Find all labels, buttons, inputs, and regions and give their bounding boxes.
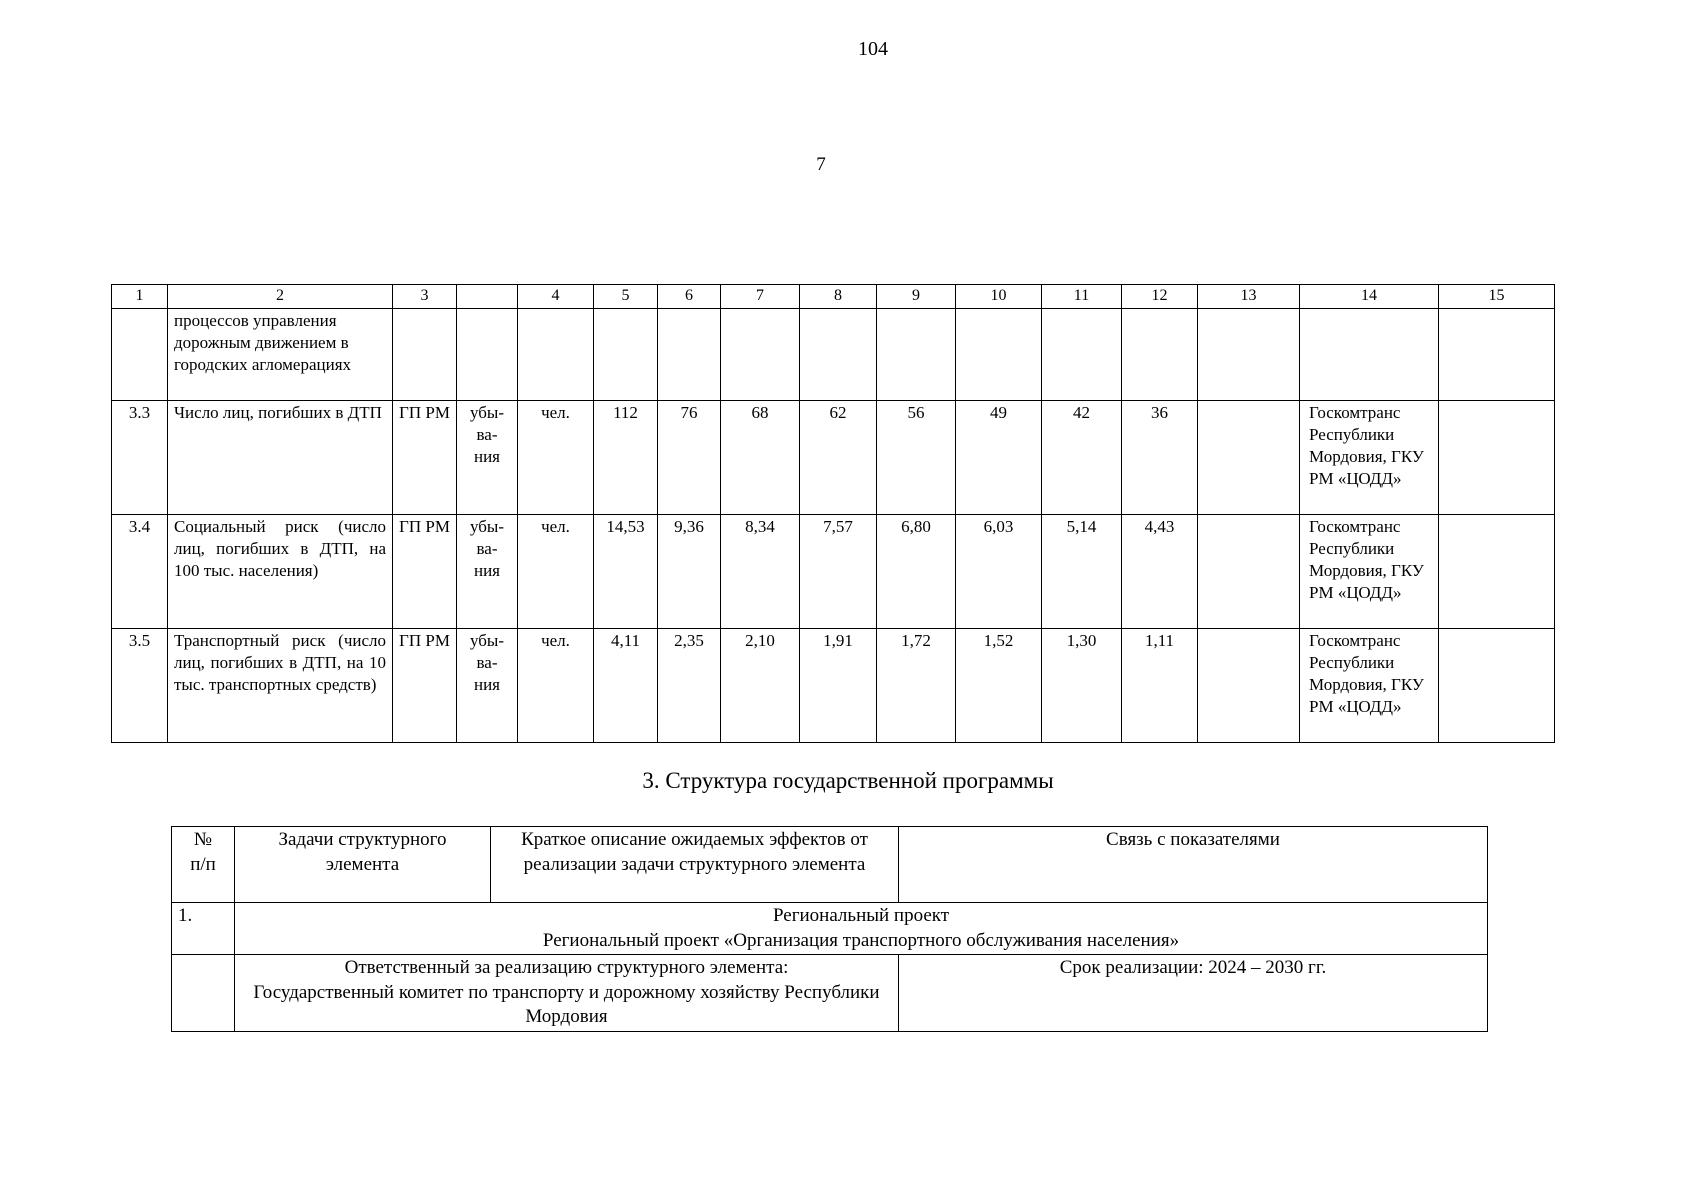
- responsible-cell: Госкомтранс Республики Мордовия, ГКУ РМ «ЦОДД»: [1300, 401, 1439, 515]
- empty-cell: [1198, 515, 1300, 629]
- indicator-level: ГП РМ: [393, 515, 457, 629]
- column-number: 14: [1300, 285, 1439, 309]
- column-number: 8: [800, 285, 877, 309]
- value-cell: 68: [721, 401, 800, 515]
- row-number: 1.: [172, 903, 235, 955]
- value-cell: 1,52: [956, 629, 1042, 743]
- value-cell: 1,72: [877, 629, 956, 743]
- column-number: 9: [877, 285, 956, 309]
- header-link: Связь с показателями: [899, 827, 1488, 903]
- table-row: [112, 515, 1555, 629]
- value-cell: 1,11: [1122, 629, 1198, 743]
- structure-responsible-row: [172, 955, 1488, 1032]
- column-number: 1: [112, 285, 168, 309]
- value-cell: 2,35: [658, 629, 721, 743]
- column-number: 6: [658, 285, 721, 309]
- indicator-name: Социальный риск (число лиц, погибших в ДТП, на 100 тыс. населения): [168, 515, 393, 629]
- column-number: 13: [1198, 285, 1300, 309]
- value-cell: 14,53: [594, 515, 658, 629]
- column-number: 4: [518, 285, 594, 309]
- row-number: 3.3: [112, 401, 168, 515]
- indicator-trend: убы- ва- ния: [457, 401, 518, 515]
- value-cell: 56: [877, 401, 956, 515]
- value-cell: 7,57: [800, 515, 877, 629]
- project-cell: [235, 903, 1488, 955]
- project-type: Региональный проект: [772, 905, 950, 926]
- indicator-name: Транспортный риск (число лиц, погибших в ДТП, на 10 тыс. транспортных средств): [168, 629, 393, 743]
- value-cell: 2,10: [721, 629, 800, 743]
- indicator-trend: убы- ва- ния: [457, 629, 518, 743]
- value-cell: 1,30: [1042, 629, 1122, 743]
- indicator-level: ГП РМ: [393, 401, 457, 515]
- value-cell: 1,91: [800, 629, 877, 743]
- term-cell: Срок реализации: 2024 – 2030 гг.: [899, 955, 1488, 1032]
- responsible-name: Государственный комитет по транспорту и дорожному хозяйству Республики Мордовия: [253, 981, 880, 1027]
- indicator-level: ГП РМ: [393, 629, 457, 743]
- page-number: 104: [858, 38, 888, 60]
- indicator-unit: чел.: [518, 401, 594, 515]
- row-number: 3.5: [112, 629, 168, 743]
- indicators-table: [111, 284, 1555, 743]
- column-numbers-row: [112, 285, 1555, 309]
- column-number: 15: [1439, 285, 1555, 309]
- column-number: 5: [594, 285, 658, 309]
- value-cell: 6,03: [956, 515, 1042, 629]
- value-cell: 4,43: [1122, 515, 1198, 629]
- structure-table: [171, 826, 1488, 1032]
- value-cell: 5,14: [1042, 515, 1122, 629]
- empty-cell: [1439, 629, 1555, 743]
- value-cell: 42: [1042, 401, 1122, 515]
- value-cell: 9,36: [658, 515, 721, 629]
- header-tasks: Задачи структурного элемента: [235, 827, 491, 903]
- table-row: [112, 629, 1555, 743]
- value-cell: 49: [956, 401, 1042, 515]
- value-cell: 8,34: [721, 515, 800, 629]
- column-number: 11: [1042, 285, 1122, 309]
- empty-cell: [1439, 401, 1555, 515]
- responsible-label: Ответственный за реализацию структурного элемента:: [344, 957, 789, 978]
- value-cell: 112: [594, 401, 658, 515]
- empty-cell: [1198, 401, 1300, 515]
- section-title: 3. Структура государственной программы: [642, 768, 1054, 793]
- table-row: [112, 401, 1555, 515]
- header-description: Краткое описание ожидаемых эффектов от реализации задачи структурного элемента: [491, 827, 899, 903]
- continuation-text: процессов управления дорожным движением в городских агломерациях: [168, 309, 393, 401]
- column-number: 7: [721, 285, 800, 309]
- value-cell: 62: [800, 401, 877, 515]
- project-name: Региональный проект «Организация транспортного обслуживания населения»: [542, 929, 1180, 951]
- column-number: [457, 285, 518, 309]
- column-number: 3: [393, 285, 457, 309]
- empty-cell: [1439, 515, 1555, 629]
- responsible-cell: [235, 955, 899, 1032]
- indicator-trend: убы- ва- ния: [457, 515, 518, 629]
- row-number: 3.4: [112, 515, 168, 629]
- column-number: 12: [1122, 285, 1198, 309]
- value-cell: 36: [1122, 401, 1198, 515]
- value-cell: 76: [658, 401, 721, 515]
- structure-header-row: [172, 827, 1488, 903]
- indicator-name: Число лиц, погибших в ДТП: [168, 401, 393, 515]
- responsible-cell: Госкомтранс Республики Мордовия, ГКУ РМ «ЦОДД»: [1300, 515, 1439, 629]
- continuation-row: [112, 309, 1555, 401]
- sub-page-number: 7: [816, 154, 826, 175]
- indicator-unit: чел.: [518, 515, 594, 629]
- value-cell: 6,80: [877, 515, 956, 629]
- header-num: № п/п: [172, 827, 235, 903]
- structure-project-row: [172, 903, 1488, 955]
- column-number: 2: [168, 285, 393, 309]
- value-cell: 4,11: [594, 629, 658, 743]
- responsible-cell: Госкомтранс Республики Мордовия, ГКУ РМ «ЦОДД»: [1300, 629, 1439, 743]
- column-number: 10: [956, 285, 1042, 309]
- indicator-unit: чел.: [518, 629, 594, 743]
- empty-cell: [1198, 629, 1300, 743]
